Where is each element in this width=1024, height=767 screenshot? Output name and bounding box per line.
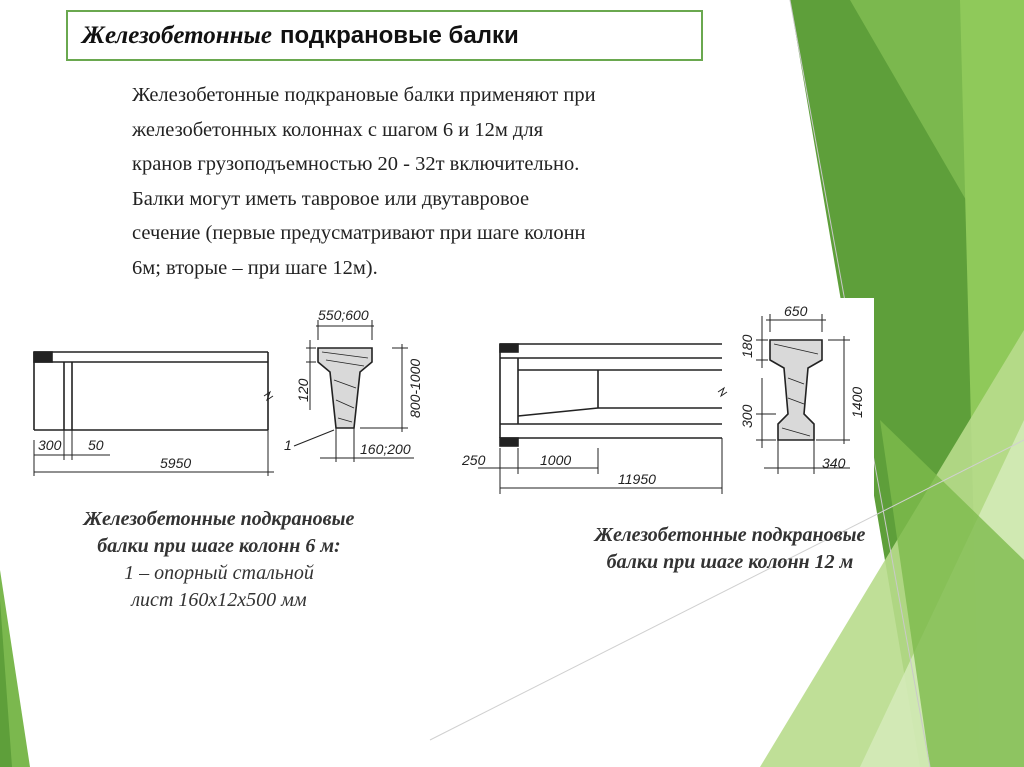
dim-height-label: 800-1000 [407, 358, 423, 418]
body-line: железобетонных колоннах с шагом 6 и 12м для [132, 118, 544, 141]
caption-right-line2: балки при шаге колонн 12 м [606, 551, 854, 573]
dim-offset-label: 50 [88, 437, 104, 453]
caption-right-line1: Железобетонные подкрановые [594, 524, 866, 546]
dim-height-label: 1400 [849, 386, 865, 418]
body-line: 6м; вторые – при шаге 12м). [132, 256, 378, 279]
dim-web-label: 160;200 [360, 441, 411, 457]
title-part2: подкрановые балки [280, 21, 519, 49]
caption-left-line4: лист 160х12х500 мм [131, 589, 307, 611]
dim-support-label: 300 [38, 437, 62, 453]
title-part1: Железобетонные [82, 21, 273, 49]
caption-left-line2: балки при шаге колонн 6 м: [97, 535, 341, 557]
body-paragraph [132, 78, 812, 285]
dim-base-label: 340 [822, 455, 846, 471]
dim-length-label: 11950 [618, 471, 656, 487]
body-line: сечение (первые предусматривают при шаге колонн [132, 222, 586, 244]
caption-left [24, 506, 414, 614]
dim-width-label: 650 [784, 303, 808, 319]
dim-length-label: 5950 [160, 455, 192, 471]
beam-12m-drawing [458, 298, 874, 500]
body-line: Железобетонные подкрановые балки применяют при [132, 84, 596, 106]
body-line: Балки могут иметь тавровое или двутавровое [132, 187, 530, 210]
title-box [66, 10, 703, 61]
dim-top-label: 180 [739, 334, 755, 358]
dim-flange-label: 120 [295, 378, 311, 402]
body-line: кранов грузоподъемностью 20 - 32т включительно. [132, 153, 580, 175]
caption-left-line3: 1 – опорный стальной [124, 562, 314, 584]
dim-taper-label: 1000 [540, 452, 572, 468]
dim-end-label: 250 [462, 452, 486, 468]
callout-1-label: 1 [284, 437, 292, 453]
caption-left-line1: Железобетонные подкрановые [83, 508, 355, 530]
dim-bottom-flange-label: 300 [739, 404, 755, 428]
caption-right [540, 522, 920, 576]
beam-6m-drawing [20, 300, 440, 490]
dim-width-label: 550;600 [318, 307, 369, 323]
